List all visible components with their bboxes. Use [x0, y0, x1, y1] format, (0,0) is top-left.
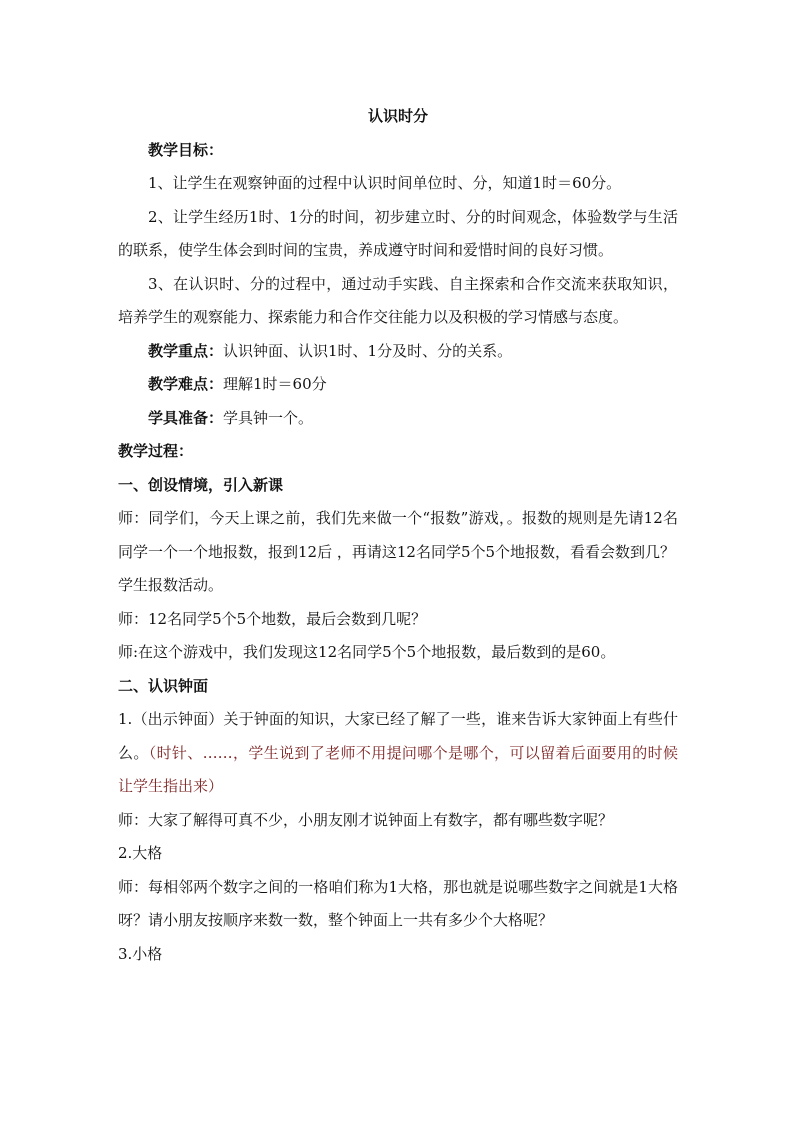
difficulty-point [118, 368, 678, 402]
teacher-note: （时针、……，学生说到了老师不用提问哪个是哪个，可以留着后面要用的时候让学生指出来） [118, 743, 678, 795]
goal-2: 2、让学生经历1时、1分的时间，初步建立时、分的时间观念，体验数学与生活的联系，使学生体会到时间的宝贵，养成遵守时间和爱惜时间的良好习惯。 [118, 207, 678, 259]
section-2-paragraph-4: 师：每相邻两个数字之间的一格咱们称为1大格，那也就是说哪些数字之间就是1大格呀？请小朋友按顺序来数一数，整个钟面上一共有多少个大格呢？ [118, 877, 678, 929]
document-body [118, 100, 678, 971]
key-point-label: 教学重点： [148, 341, 224, 360]
section-2-paragraph-2: 师：大家了解得可真不少，小朋友刚才说钟面上有数字，都有哪些数字呢？ [118, 810, 614, 829]
difficulty-text: 理解1时＝60分 [223, 375, 327, 393]
key-point [118, 335, 678, 369]
section-1-paragraph-4: 师:在这个游戏中，我们发现这12名同学5个5个地报数，最后数到的是60。 [118, 643, 616, 661]
section-1-paragraph-1: 师：同学们，今天上课之前，我们先来做一个“报数”游戏，。报数的规则是先请12名同学一个一个地报数，报到12后 ，再请这12名同学5个5个地报数，看看会数到几？ [118, 509, 678, 561]
goal-3: 3、在认识时、分的过程中，通过动手实践、自主探索和合作交流来获取知识，培养学生的观察能力、探索能力和合作交往能力以及积极的学习情感与态度。 [118, 274, 678, 326]
key-point-text: 认识钟面、认识1时、1分及时、分的关系。 [223, 341, 513, 360]
section-1-paragraph-3: 师：12名同学5个5个地数，最后会数到几呢？ [118, 609, 427, 628]
document-title: 认识时分 [367, 107, 428, 125]
section-1-paragraph-2: 学生报数活动。 [118, 576, 224, 594]
goal-1: 1、让学生在观察钟面的过程中认识时间单位时、分，知道1时＝60分。 [148, 174, 622, 192]
tools-text: 学具钟一个。 [223, 408, 314, 427]
process-heading: 教学过程： [118, 442, 194, 460]
section-2-paragraph-1 [118, 703, 678, 804]
section-2-paragraph-3: 2.大格 [118, 844, 163, 862]
difficulty-label: 教学难点： [148, 375, 224, 393]
tools-label: 学具准备： [148, 408, 224, 427]
goals-heading: 教学目标： [148, 140, 224, 159]
section-2-paragraph-5: 3.小格 [118, 944, 163, 963]
section-2-paragraph-1-main: 1.（出示钟面）关于钟面的知识，大家已经了解了一些，谁来告诉大家钟面上有些什么。 [118, 710, 678, 762]
section-2-heading: 二、认识钟面 [118, 676, 209, 695]
tools-prep [118, 402, 678, 436]
section-1-heading: 一、创设情境，引入新课 [118, 475, 284, 494]
